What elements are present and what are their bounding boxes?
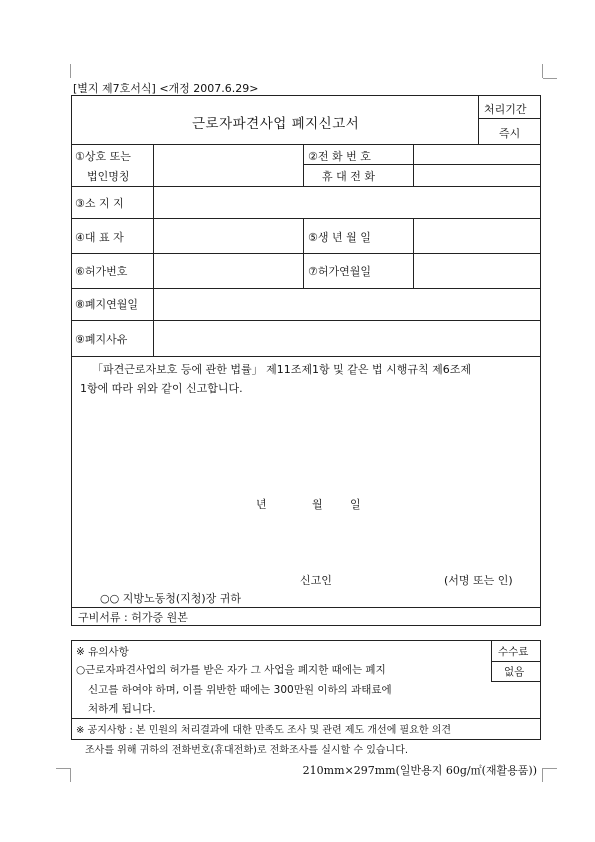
- notes-heading: ※ 유의사항: [76, 646, 129, 658]
- form-title: 근로자파견사업 폐지신고서: [192, 116, 360, 132]
- crop-mark-top-right-v: [542, 64, 543, 78]
- col-line: [303, 144, 304, 186]
- processing-value: 즉시: [499, 127, 521, 140]
- crop-mark-top-left-v: [70, 64, 71, 78]
- license-number-label: ⑥허가번호: [75, 265, 128, 278]
- notice-line-1: ※ 공지사항 : 본 민원의 처리결과에 대한 만족도 조사 및 관련 제도 개선에 필요한 의견: [76, 725, 452, 736]
- form-label: [별지 제7호서식] <개정 2007.6.29>: [73, 82, 259, 95]
- row-line: [72, 218, 541, 219]
- row-line: [72, 253, 541, 254]
- row-line: [72, 607, 541, 608]
- crop-mark-top-right-h: [543, 78, 557, 79]
- representative-label: ④대 표 자: [75, 231, 124, 244]
- required-documents: 구비서류 : 허가증 원본: [78, 611, 188, 624]
- closure-reason-label: ⑨폐지사유: [75, 333, 128, 346]
- notes-box: [71, 640, 541, 740]
- date-day: 일: [350, 498, 361, 511]
- row-line: [72, 320, 541, 321]
- processing-divider: [478, 118, 541, 119]
- fee-label: 수수료: [498, 646, 529, 658]
- signature-hint: (서명 또는 인): [444, 574, 513, 587]
- col-line: [153, 144, 154, 356]
- birthdate-label: ⑤생 년 월 일: [308, 231, 371, 244]
- paper-spec: 210mm×297mm(일반용지 60g/㎡(재활용품)): [302, 764, 537, 777]
- processing-label: 처리기간: [484, 103, 527, 116]
- mobile-label: 휴 대 전 화: [322, 170, 375, 183]
- crop-mark-bottom-left-v: [70, 768, 71, 782]
- crop-mark-bottom-right-h: [543, 768, 557, 769]
- company-name-label-2: 법인명칭: [87, 170, 130, 183]
- col-line: [413, 144, 414, 186]
- addressee: ○○ 지방노동청(지청)장 귀하: [100, 592, 242, 605]
- date-year: 년: [256, 498, 267, 511]
- row-line: [72, 356, 541, 357]
- row-line: [72, 186, 541, 187]
- notes-line-2: 신고를 하여야 하며, 이를 위반한 때에는 300만원 이하의 과태료에: [88, 684, 392, 696]
- license-date-label: ⑦허가연월일: [308, 265, 371, 278]
- notice-divider: [72, 718, 541, 719]
- fee-divider: [491, 661, 541, 662]
- date-month: 월: [312, 498, 323, 511]
- row-line: [303, 164, 541, 165]
- crop-mark-bottom-left-h: [56, 768, 70, 769]
- notes-line-3: 처하게 됩니다.: [88, 703, 156, 715]
- fee-value: 없음: [504, 666, 525, 678]
- notice-line-2: 조사를 위해 귀하의 전화번호(휴대전화)로 전화조사를 실시할 수 있습니다.: [85, 745, 409, 756]
- closure-date-label: ⑧폐지연월일: [75, 298, 138, 311]
- application-form: [71, 95, 541, 626]
- row-line: [72, 288, 541, 289]
- notes-line-1: ○근로자파견사업의 허가를 받은 자가 그 사업을 폐지한 때에는 폐지: [76, 664, 386, 676]
- statement-line-1: 「파견근로자보호 등에 관한 법률」 제11조제1항 및 같은 법 시행규칙 제6조제: [92, 363, 471, 376]
- statement-line-2: 1항에 따라 위와 같이 신고합니다.: [80, 382, 243, 395]
- phone-label: ②전 화 번 호: [308, 150, 371, 163]
- crop-mark-bottom-right-v: [542, 768, 543, 782]
- row-line: [72, 144, 541, 145]
- applicant-label: 신고인: [300, 574, 332, 587]
- fee-divider: [491, 681, 541, 682]
- company-name-label-1: ①상호 또는: [75, 150, 131, 163]
- address-label: ③소 지 지: [75, 197, 124, 210]
- title-divider: [478, 96, 479, 144]
